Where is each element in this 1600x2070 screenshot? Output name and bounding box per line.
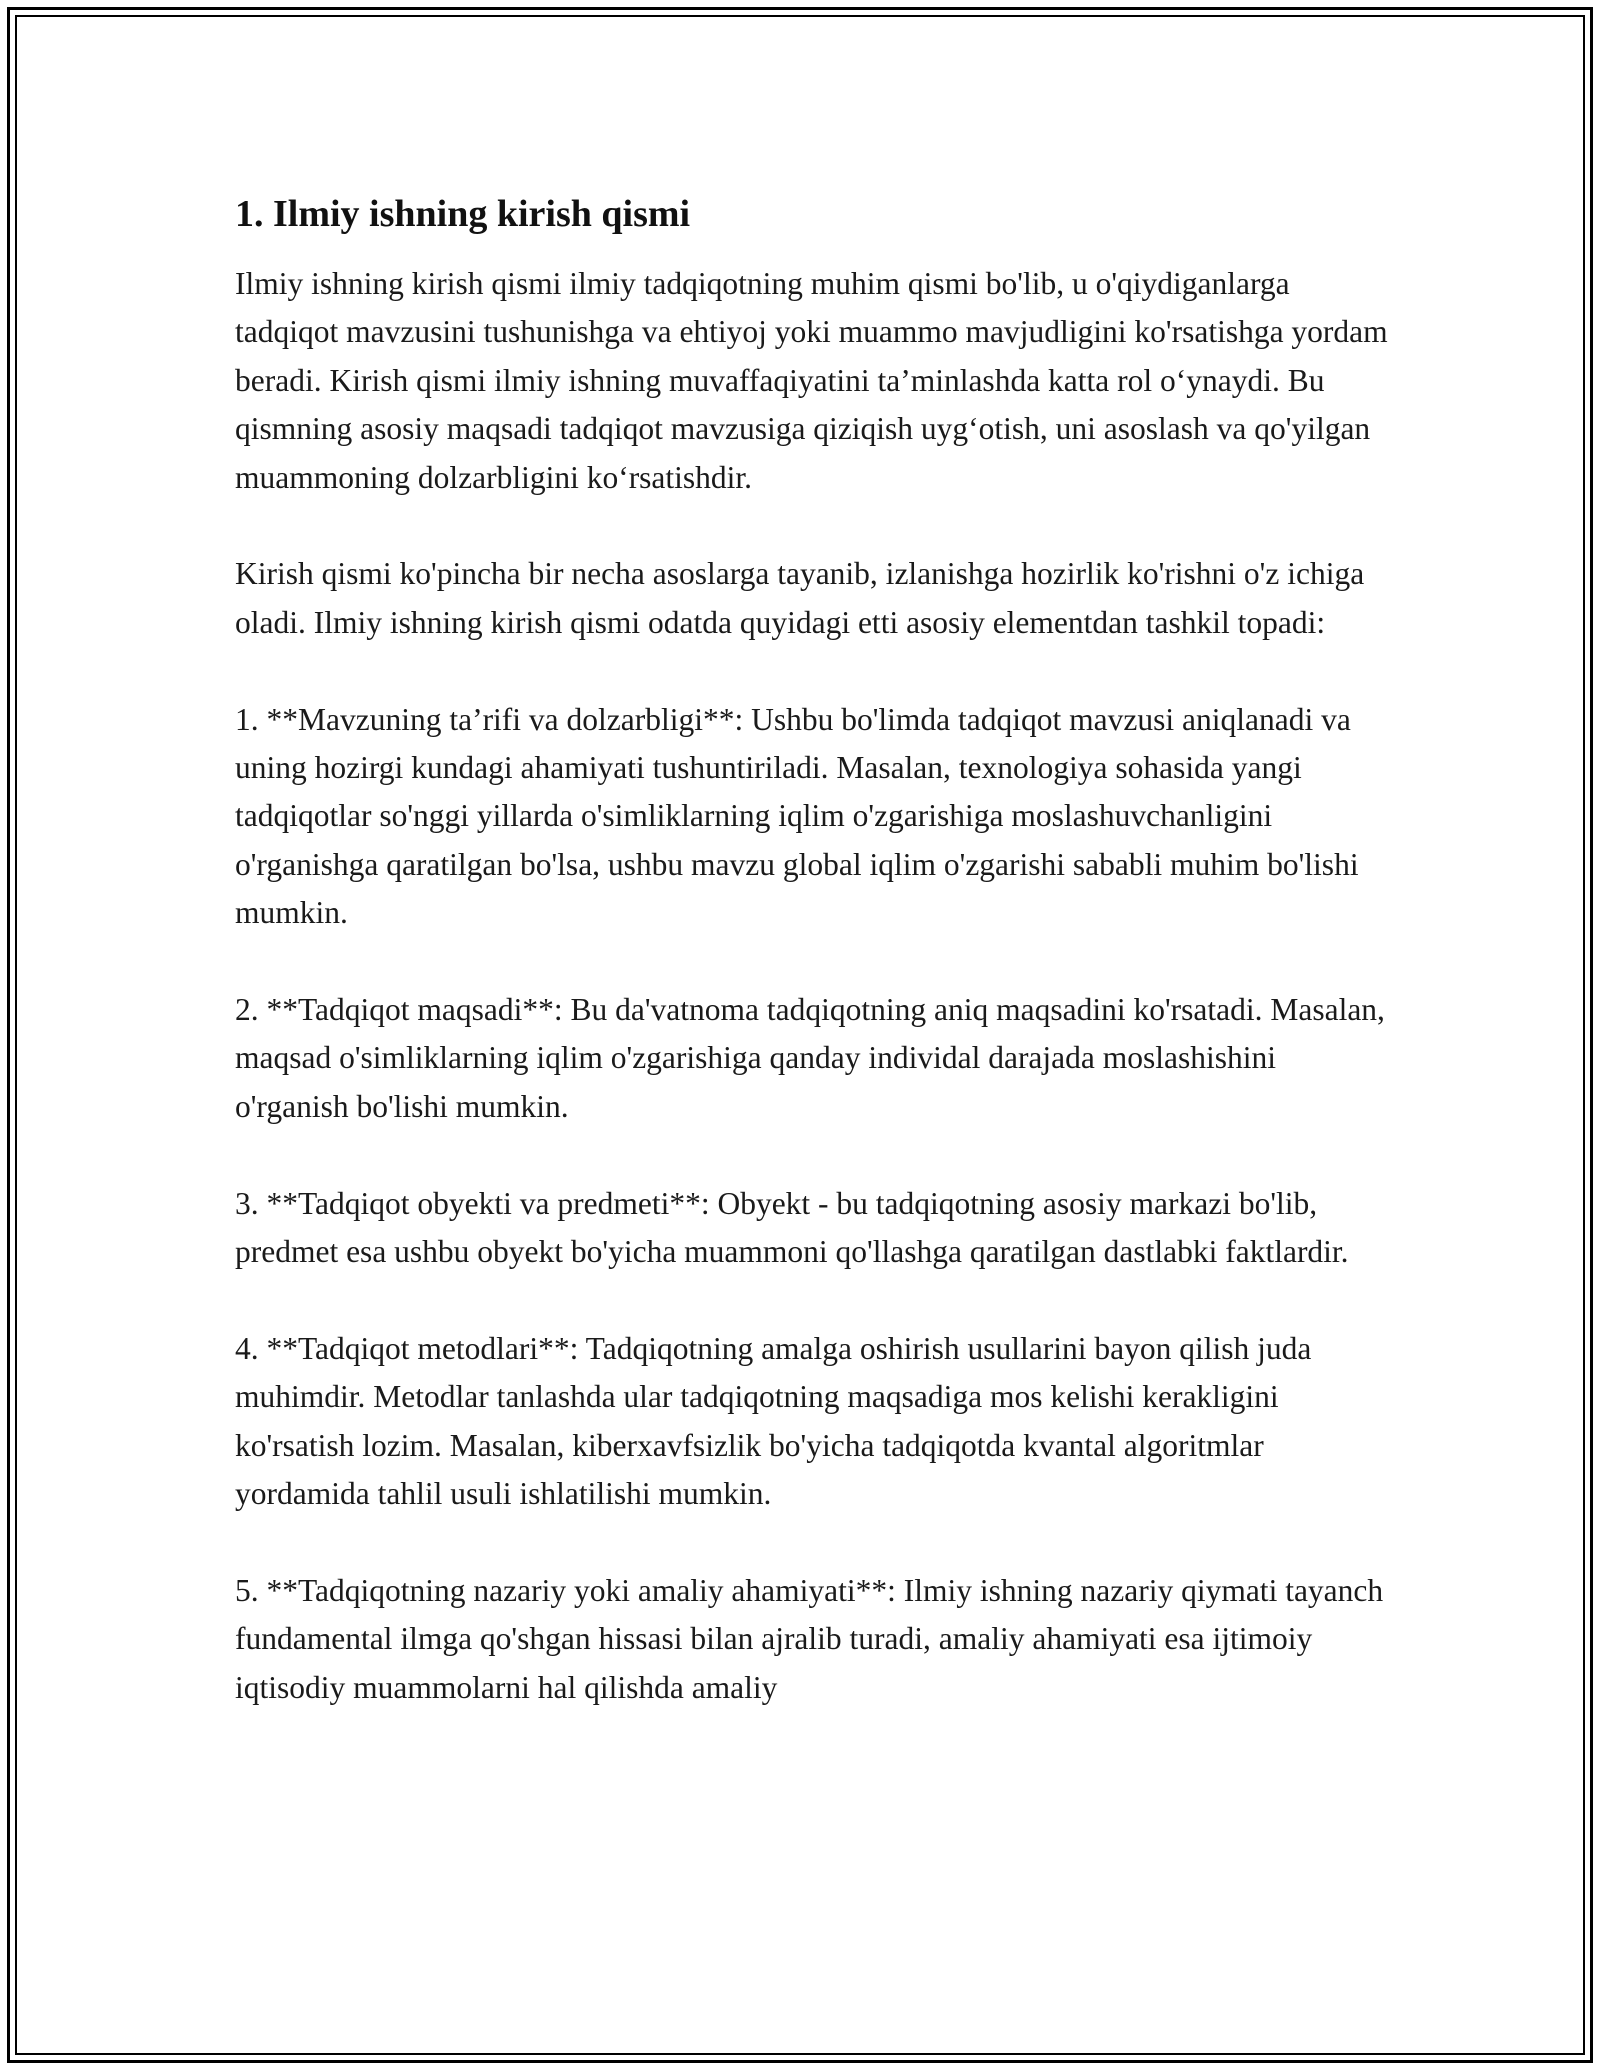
list-item-research-goal: 2. **Tadqiqot maqsadi**: Bu da'vatnoma tadqiqotning aniq maqsadini ko'rsatadi. Masalan, maqsad o'simliklarning iqlim o'zgarishiga qanday individal darajada moslashishini o'rganish bo'lishi mumkin. bbox=[235, 992, 1385, 1124]
list-item-significance: 5. **Tadqiqotning nazariy yoki amaliy ahamiyati**: Ilmiy ishning nazariy qiymati tayanch fundamental ilmga qo'shgan hissasi bilan ajralib turadi, amaliy ahamiyati esa ijtimoiy iqtisodiy muammolarni hal qilishda amaliy bbox=[235, 1572, 1384, 1705]
section-heading: 1. Ilmiy ishning kirish qismi bbox=[235, 193, 691, 235]
intro-paragraph: Ilmiy ishning kirish qismi ilmiy tadqiqotning muhim qismi bo'lib, u o'qiydiganlarga tadqiqot mavzusini tushunishga va ehtiyoj yoki muammo mavjudligini ko'rsatishga yordam beradi. Kirish qismi ilmiy ishning muvaffaqiyatini ta’minlashda katta rol o‘ynaydi. Bu qismning asosiy maqsadi tadqiqot mavzusiga qiziqish uyg‘otish, uni asoslash va qo'yilgan muammoning dolzarbligini ko‘rsatishdir. bbox=[235, 266, 1388, 495]
document-body bbox=[235, 180, 1395, 1712]
list-item-topic-definition: 1. **Mavzuning ta’rifi va dolzarbligi**: Ushbu bo'limda tadqiqot mavzusi aniqlanadi va uning hozirgi kundagi ahamiyati tushuntiriladi. Masalan, texnologiya sohasida yangi tadqiqotlar so'nggi yillarda o'simliklarning iqlim o'zgarishiga moslashuvchanligini o'rganishga qaratilgan bo'lsa, ushbu mavzu global iqlim o'zgarishi sababli muhim bo'lishi mumkin. bbox=[235, 701, 1359, 931]
list-item-research-object: 3. **Tadqiqot obyekti va predmeti**: Obyekt - bu tadqiqotning asosiy markazi bo'lib, predmet esa ushbu obyekt bo'yicha muammoni qo'llashga qaratilgan dastlabki faktlardir. bbox=[235, 1185, 1349, 1270]
list-item-research-methods: 4. **Tadqiqot metodlari**: Tadqiqotning amalga oshirish usullarini bayon qilish juda muhimdir. Metodlar tanlashda ular tadqiqotning maqsadiga mos kelishi kerakligini ko'rsatish lozim. Masalan, kiberxavfsizlik bo'yicha tadqiqotda kvantal algoritmlar yordamida tahlil usuli ishlatilishi mumkin. bbox=[235, 1330, 1312, 1512]
elements-intro-paragraph: Kirish qismi ko'pincha bir necha asoslarga tayanib, izlanishga hozirlik ko'rishni o'z ichiga oladi. Ilmiy ishning kirish qismi odatda quyidagi etti asosiy elementdan tashkil topadi: bbox=[235, 556, 1365, 640]
